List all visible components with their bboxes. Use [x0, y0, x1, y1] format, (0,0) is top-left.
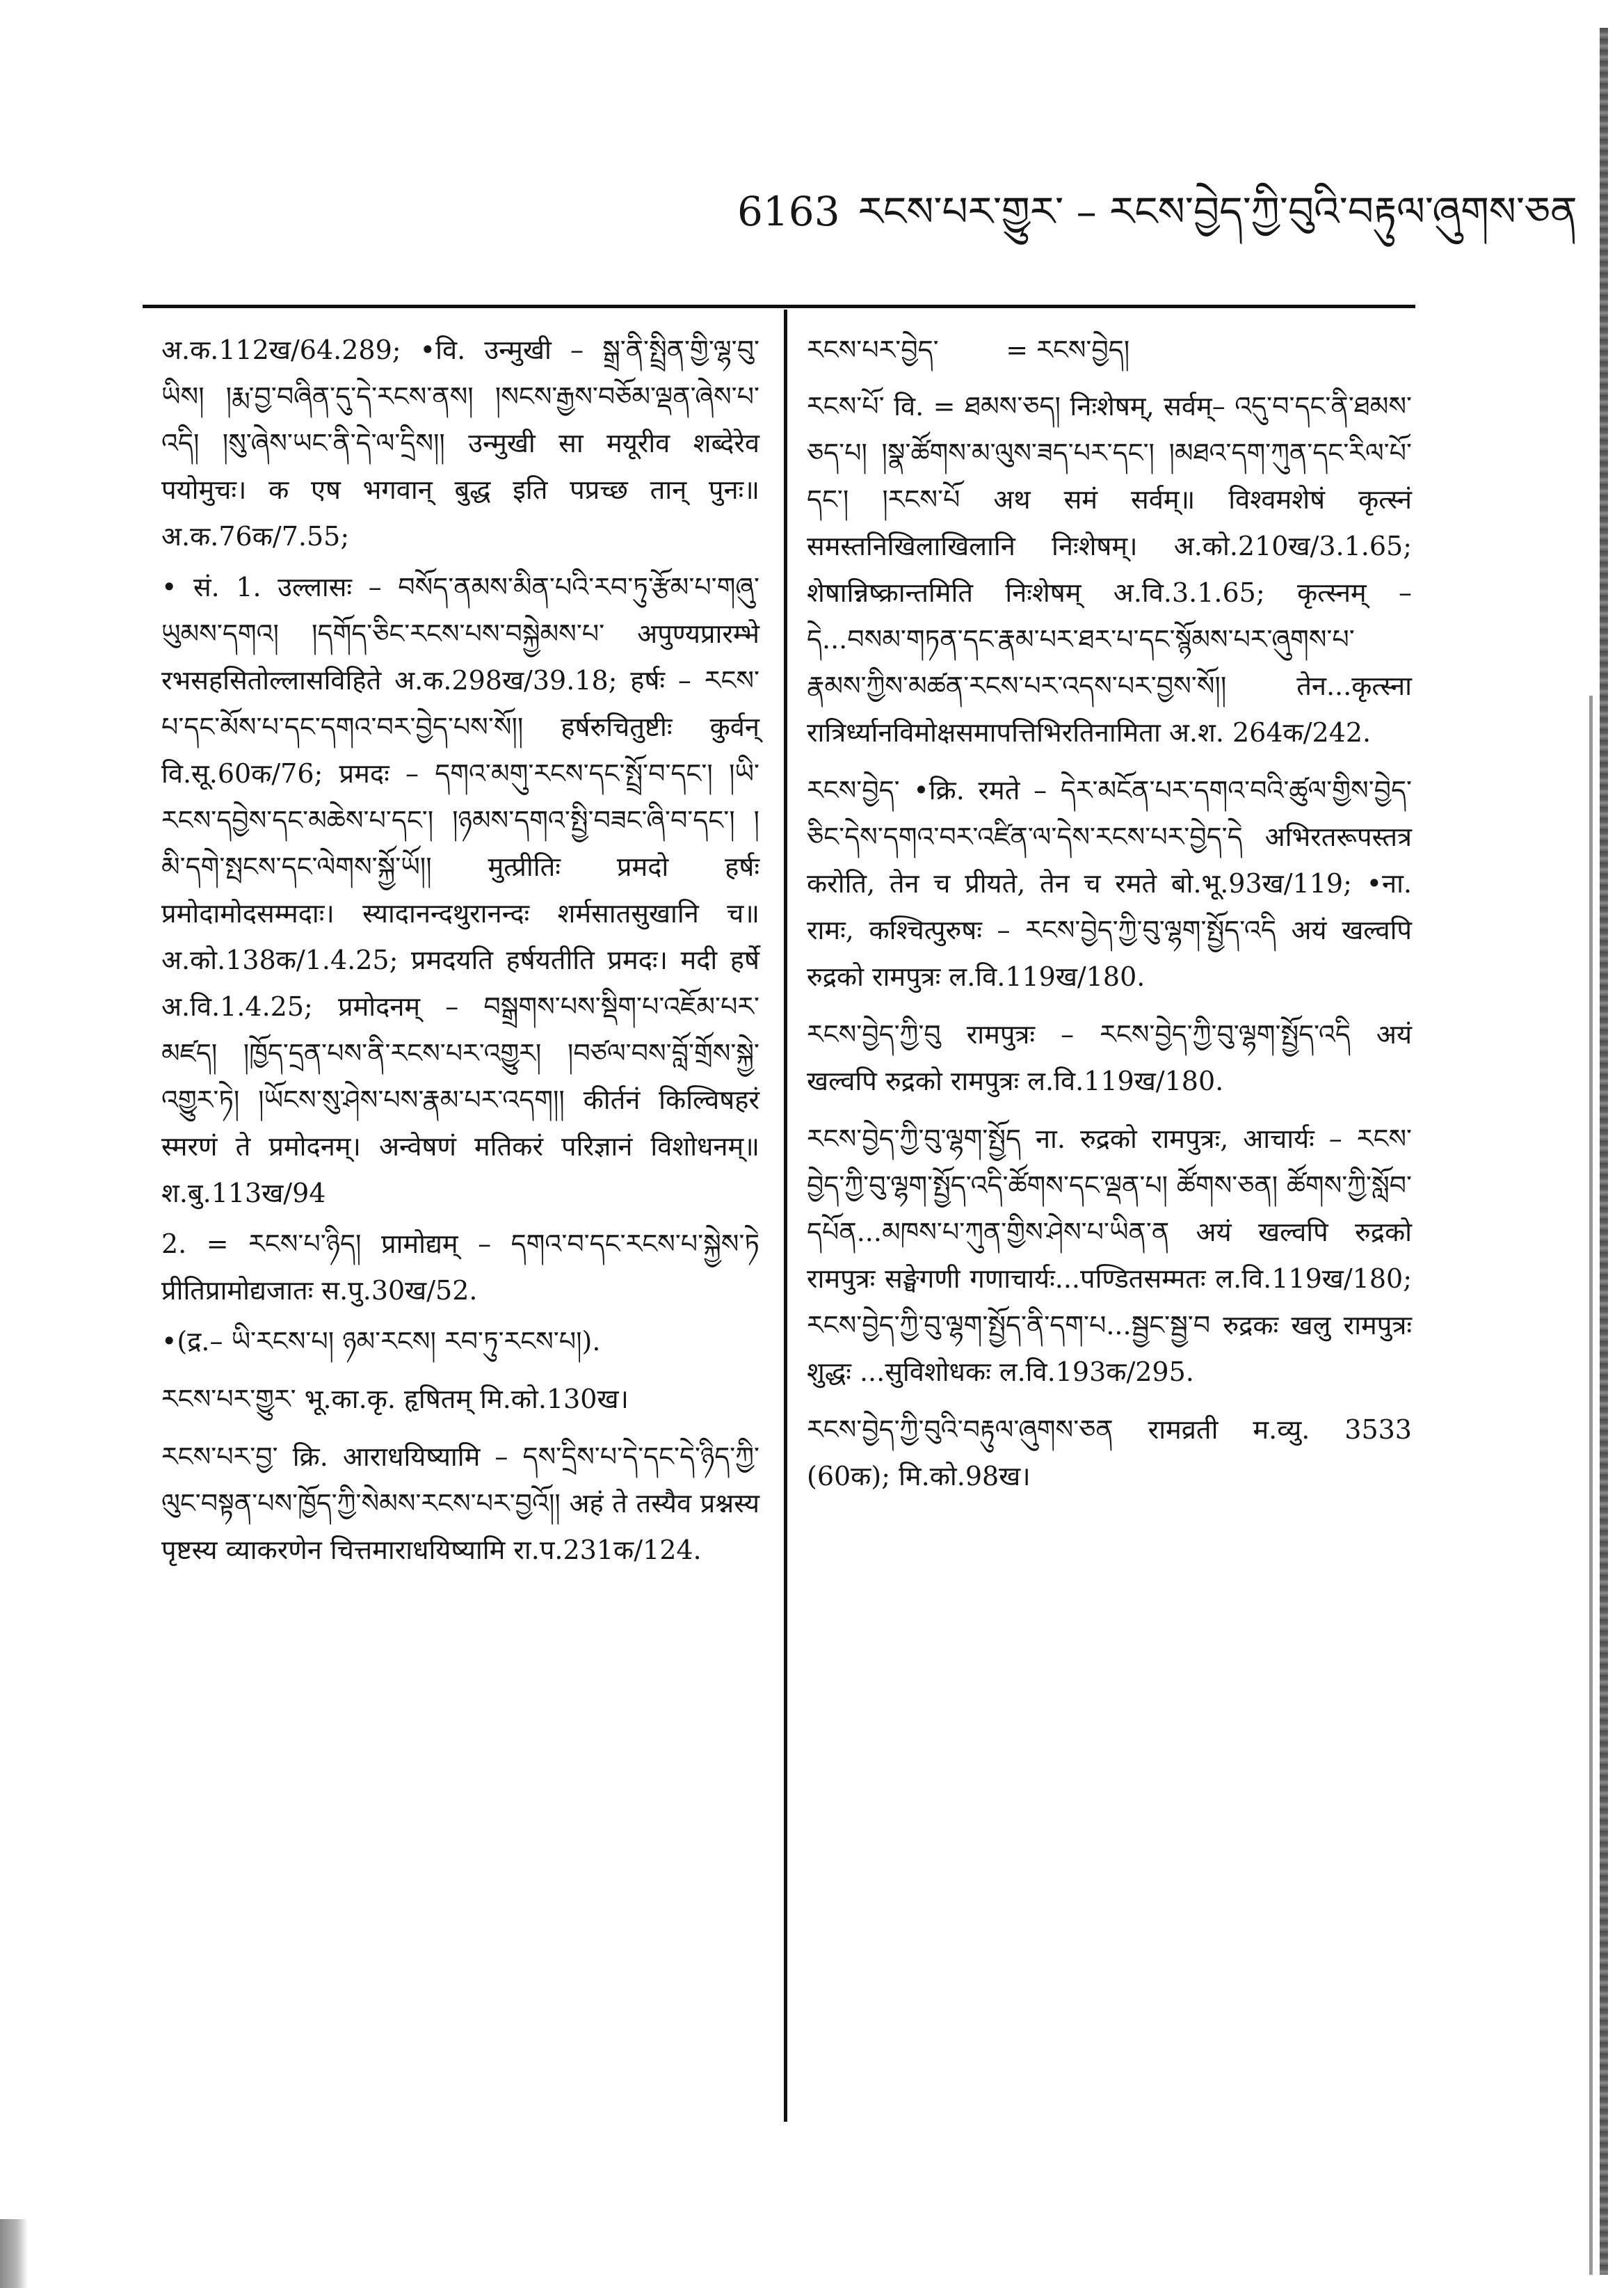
dictionary-entry: [807, 327, 1412, 374]
dictionary-entry: [807, 1011, 1412, 1105]
entry-headword: རངས་བྱེད་: [807, 775, 900, 806]
entry-headword: རངས་པར་བྱ་: [161, 1441, 278, 1472]
entry-continuation-4: •(द्र.– ཡི་རངས་པ། ཉམ་རངས། རབ་ཏུ་རངས་པ།).: [161, 1326, 601, 1357]
page-header: [737, 188, 1577, 237]
entry-continuation-2: • सं. 1. उल्लासः – བསོད་ནམས་མིན་པའི་རབ་ཏུ་རྩོམ་པ་གཞུ་ཡུམས་དགའ། །དགོད་ཅིང་རངས་པས་བསྐྱེམས་པ་ अपुण्यप्रारम्भे रभसहसितोल्लासविहिते अ.क.298ख/39.18; हर्षः – རངས་པ་དང་མོས་པ་དང་དགའ་བར་བྱེད་པས་སོ།། हर्षरुचितुष्टीः कुर्वन् वि.सू.60क/76; प्रमदः – དགའ་མགུ་རངས་དང་སྤྲོ་བ་དང་། །ཡི་རངས་དབྱེས་དང་མཆེས་པ་དང་། །ཉམས་དགའ་སྤྱི་བཟང་ཞི་བ་དང་། །མི་དགེ་སྤངས་དང་ལེགས་སྐྱོ་ཡོ།། मुत्प्रीतिः प्रमदो हर्षः प्रमोदामोदसम्मदाः। स्यादानन्दथुरानन्दः शर्मसातसुखानि च॥ अ.को.138क/1.4.25; प्रमदयति हर्षयतीति प्रमदः। मदी हर्षे अ.वि.1.4.25; प्रमोदनम् – བསྒྲགས་པས་སྡིག་པ་འཇོམ་པར་མཛད། །ཁྱོད་དྲན་པས་ནི་རངས་པར་འགྱུར། །བཙལ་བས་བློ་གྲོས་སྐྱེ་འགྱུར་ཏེ། །ཡོངས་སུ་ཤེས་པས་རྣམ་པར་འདག།། कीर्तनं किल्विषहरं स्मरणं ते प्रमोदनम्। अन्वेषणं मतिकरं परिज्ञानं विशोधनम्॥ श.बु.113ख/94: [161, 572, 759, 1208]
entry-definition: ना. रुद्रको रामपुत्रः, आचार्यः – རངས་བྱེད་ཀྱི་བུ་ལྷག་སྤྱོད་འདི་ཚོགས་དང་ལྡན་པ། ཚོགས་ཅན། ཚོགས་ཀྱི་སློབ་དཔོན...མཁས་པ་ཀུན་གྱིས་ཤེས་པ་ཡིན་ན अयं खल्वपि रुद्रको रामपुत्रः सङ्घेगणी गणाचार्यः...पण्डितसम्मतः ल.वि.119ख/180; རངས་བྱེད་ཀྱི་བུ་ལྷག་སྤྱོད་ནི་དག་པ...སྦྱང་སྦྱ་བ रुद्रकः खलु रामपुत्रः शुद्धः ...सुविशोधकः ल.वि.193क/295.: [807, 1123, 1412, 1387]
entry-headword: རངས་བྱེད་ཀྱི་བུའི་བརྟུལ་ཞུགས་ཅན: [807, 1414, 1114, 1445]
entry-continuation-1: अ.क.112ख/64.289; •वि. उन्मुखी – སྒྲ་ནི་སྤྲིན་གྱི་ལྷ་བུ་ཡིས། །རྨ་བྱ་བཞིན་དུ་དེ་རངས་ནས། །སངས་རྒྱས་བཅོམ་ལྡན་ཞེས་པ་འདི། །སུ་ཞེས་ཡང་ནི་དེ་ལ་དྲིས།། उन्मुखी सा मयूरीव शब्देरेव पयोमुचः। क एष भगवान् बुद्ध इति पप्रच्छ तान् पुनः॥ अ.क.76क/7.55;: [161, 335, 759, 552]
entry-definition: भू.का.कृ. हृषितम् मि.को.130ख।: [304, 1384, 629, 1414]
entry-definition: रामव्रती म.व्यु. 3533 (60क); मि.को.98ख।: [807, 1414, 1412, 1491]
dictionary-entry: [161, 1376, 759, 1423]
entry-definition: वि. = ཐམས་ཅད། निःशेषम्, सर्वम्– འདུ་བ་དང་ནི་ཐམས་ཅད་པ། །སྣ་ཚོགས་མ་ལུས་ཟད་པར་དང་། །མཐའ་དག་ཀུན་དང་རིལ་པོ་དང་། །རངས་པོ अथ समं सर्वम्॥ विश्वमशेषं कृत्स्नं समस्तनिखिलाखिलानि निःशेषम्। अ.को.210ख/3.1.65; शेषान्निष्क्रान्तमिति निःशेषम् अ.वि.3.1.65; कृत्स्नम् – དེ...བསམ་གཏན་དང་རྣམ་པར་ཐར་པ་དང་སྙོམས་པར་ཞུགས་པ་རྣམས་ཀྱིས་མཚན་རངས་པར་འདས་པར་བྱས་སོ།། तेन...कृत्स्ना रात्रिर्ध्यानविमोक्षसमापत्तिभिरतिनामिता अ.श. 264क/242.: [807, 391, 1412, 748]
entry-headword: རངས་པར་གྱུར་: [161, 1384, 296, 1414]
entry-definition: क्रि. आराधयिष्यामि – དས་དྲིས་པ་དེ་དང་དེ་ཉིད་ཀྱི་ལུང་བསྟན་པས་ཁྱོད་ཀྱི་སེམས་རངས་པར་བྱའོ།། अहं ते तस्यैव प्रश्नस्य पृष्टस्य व्याकरणेन चित्तमाराधयिष्यामि रा.प.231क/124.: [161, 1441, 759, 1565]
header-rule: [143, 305, 1415, 308]
entry-headword: རངས་བྱེད་ཀྱི་བུ་ལྷག་སྤྱོད: [807, 1123, 1021, 1154]
right-column: [807, 327, 1412, 1510]
dictionary-entry: [807, 1407, 1412, 1500]
entry-headword: རངས་བྱེད་ཀྱི་བུ: [807, 1019, 941, 1050]
page-number: 6163: [737, 188, 840, 235]
left-column: [161, 327, 759, 1583]
entry-continuation-3: 2. = རངས་པ་ཉིད། प्रामोद्यम् – དགའ་བ་དང་རངས་པ་སྐྱེས་ཏེ प्रीतिप्रामोद्यजातः स.पु.30ख/52.: [161, 1229, 759, 1306]
header-range: རངས་པར་གྱུར་ – རངས་བྱེད་ཀྱི་བུའི་བརྟུལ་ཞུགས་ཅན: [858, 188, 1577, 235]
column-divider: [784, 310, 787, 2122]
dictionary-entry: [807, 1116, 1412, 1395]
dictionary-entry: [807, 383, 1412, 756]
dictionary-entry: [807, 767, 1412, 1000]
entry-headword: རངས་པོ་: [807, 391, 885, 422]
dictionary-entry: [161, 1434, 759, 1574]
scan-edge-right: [1600, 28, 1608, 2275]
scan-edge-left: [0, 2219, 28, 2288]
entry-headword: རངས་པར་བྱེད་: [807, 335, 939, 365]
entry-definition: रामपुत्रः – རངས་བྱེད་ཀྱི་བུ་ལྷག་སྤྱོད་འདི अयं खल्वपि रुद्रको रामपुत्रः ल.वि.119ख/180.: [807, 1019, 1412, 1096]
entry-definition: = རངས་བྱེད།: [1006, 335, 1130, 365]
scan-edge-right-inner: [1589, 696, 1593, 2275]
entry-definition: •क्रि. रमते – དེར་མངོན་པར་དགའ་བའི་ཚུལ་གྱིས་བྱེད་ཅིང་དེས་དགའ་བར་འཛིན་ལ་དེས་རངས་པར་བྱེད་དེ अभिरतरूपस्तत्र करोति, तेन च प्रीयते, तेन च रमते बो.भू.93ख/119; •ना. रामः, कश्चित्पुरुषः – རངས་བྱེད་ཀྱི་བུ་ལྷག་སྤྱོད་འདི अयं खल्वपि रुद्रको रामपुत्रः ल.वि.119ख/180.: [807, 775, 1412, 992]
